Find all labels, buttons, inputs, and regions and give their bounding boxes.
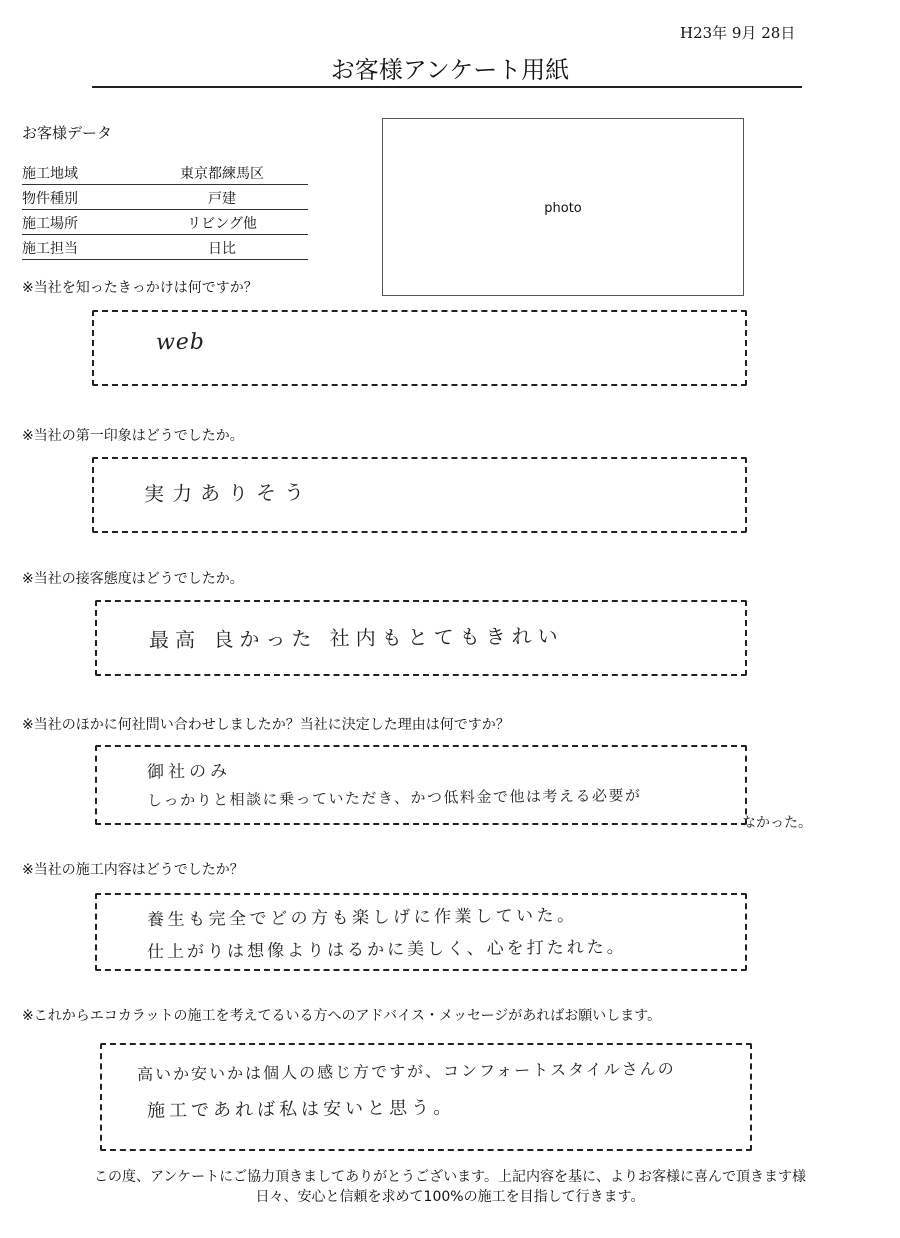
row-value: 東京都練馬区 [180, 166, 264, 182]
answer-4-line-2: しっかりと相談に乗っていただき、かつ低料金で他は考える必要が [146, 786, 642, 810]
answer-box-3 [95, 600, 747, 676]
customer-row-area [22, 160, 308, 185]
answer-4-line-1: 御社のみ [146, 761, 232, 783]
title-underline [92, 86, 802, 88]
answer-box-2 [92, 457, 747, 533]
question-3: ※当社の接客態度はどうでしたか。 [22, 571, 244, 587]
row-label: 施工場所 [22, 216, 78, 232]
question-4: ※当社のほかに何社問い合わせしましたか？当社に決定した理由は何ですか？ [22, 717, 510, 733]
customer-row-staff [22, 235, 308, 260]
row-label: 施工地域 [22, 166, 78, 182]
photo-label: photo [544, 201, 582, 216]
answer-2-line-1: 実力ありそう [143, 480, 313, 506]
survey-date: H23年 9月 28日 [680, 24, 796, 42]
footer-line-2: 日々、安心と信頼を求めて100%の施工を目指して行きます。 [255, 1189, 645, 1205]
answer-6-line-1: 高いか安いかは個人の感じ方ですが、コンフォートスタイルさんの [136, 1059, 676, 1084]
answer-4-overflow: なかった。 [742, 815, 812, 831]
answer-6-line-2: 施工であれば私は安いと思う。 [146, 1097, 456, 1122]
footer-line-1: この度、アンケートにご協力頂きましてありがとうございます。上記内容を基に、よりお客様に喜んで頂きます様 [93, 1169, 807, 1185]
answer-3-line-1: 最高 良かった 社内もとてもきれい [148, 623, 564, 653]
page-title: お客様アンケート用紙 [330, 56, 570, 84]
answer-box-5 [95, 893, 747, 971]
row-value: リビング他 [187, 216, 257, 232]
question-6: ※これからエコカラットの施工を考えてるいる方へのアドバイス・メッセージがあればお願いします。 [22, 1008, 662, 1024]
row-value: 日比 [208, 241, 236, 257]
row-value: 戸建 [208, 191, 236, 207]
answer-box-6 [100, 1043, 752, 1151]
answer-5-line-1: 養生も完全でどの方も楽しげに作業していた。 [146, 905, 578, 931]
customer-row-location [22, 210, 308, 235]
customer-data-heading: お客様データ [22, 124, 113, 142]
question-5: ※当社の施工内容はどうでしたか？ [22, 862, 244, 878]
answer-5-line-2: 仕上がりは想像よりはるかに美しく、心を打たれた。 [146, 937, 627, 963]
row-label: 物件種別 [22, 191, 78, 207]
customer-row-property-type [22, 185, 308, 210]
question-1: ※当社を知ったきっかけは何ですか？ [22, 280, 258, 296]
row-label: 施工担当 [22, 241, 78, 257]
answer-box-4 [95, 745, 747, 825]
answer-box-1 [92, 310, 747, 386]
photo-placeholder [382, 118, 744, 296]
answer-1-line-1: web [155, 329, 206, 356]
question-2: ※当社の第一印象はどうでしたか。 [22, 428, 244, 444]
